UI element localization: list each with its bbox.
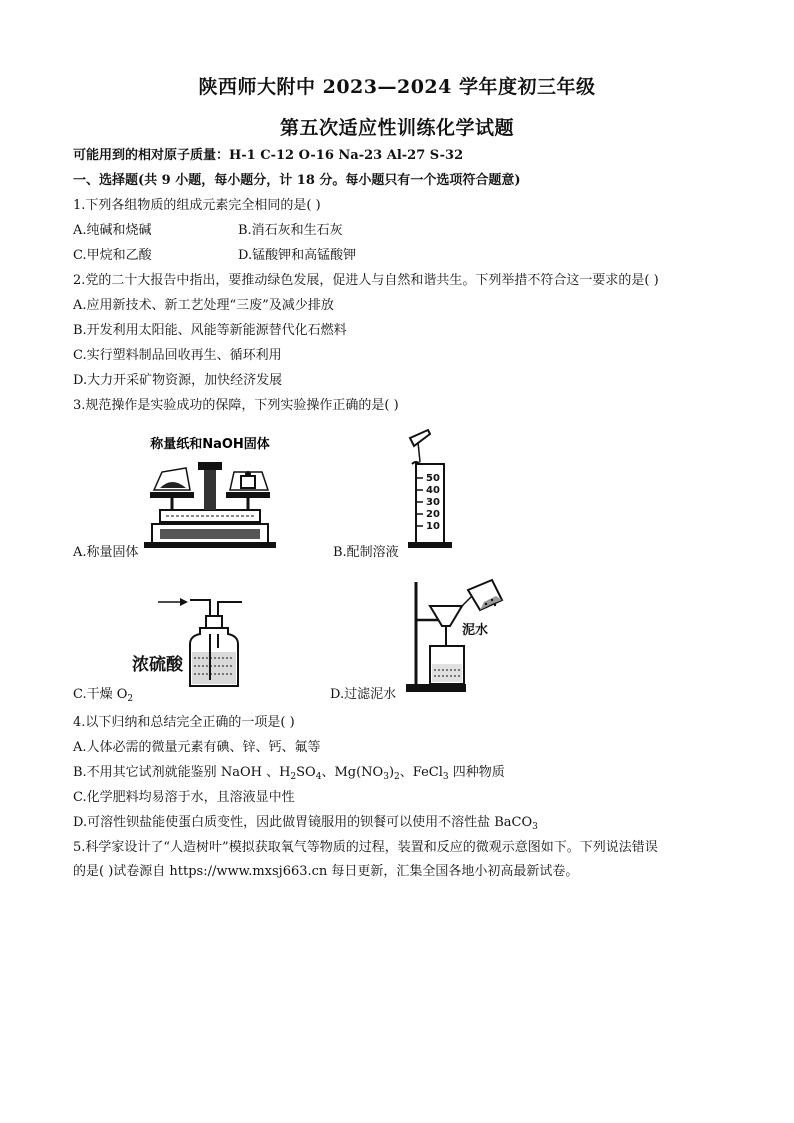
q1-option-c: C.甲烷和乙酸	[73, 248, 152, 263]
q3-option-c	[73, 683, 133, 704]
q1-option-b: B.消石灰和生石灰	[238, 223, 343, 238]
q1-stem: 1.下列各组物质的组成元素完全相同的是( )	[73, 198, 321, 213]
q1-option-d: D.锰酸钾和高锰酸钾	[238, 248, 357, 263]
q4-b-part6: 四种物质	[448, 765, 505, 780]
q3-option-d: D.过滤泥水	[330, 687, 397, 702]
q4-b-sub4: 2	[394, 772, 400, 782]
q2-option-c: C.实行塑料制品回收再生、循环利用	[73, 348, 282, 363]
q4-b-part2: SO	[296, 765, 316, 780]
q4-d-sub: 3	[532, 822, 538, 832]
cylinder-figure	[398, 428, 458, 553]
cylinder-tick-40: 40	[426, 485, 440, 496]
balance-caption: 称量纸和NaOH固体	[150, 437, 270, 452]
q4-b-sub1: 2	[290, 772, 297, 782]
atomic-masses: 可能用到的相对原子质量：H-1 C-12 O-16 Na-23 Al-27 S-32	[73, 148, 464, 163]
q4-b-part3: 、Mg(NO	[321, 765, 384, 780]
q3-stem: 3.规范操作是实验成功的保障，下列实验操作正确的是( )	[73, 398, 399, 413]
q4-stem: 4.以下归纳和总结完全正确的一项是( )	[73, 715, 295, 730]
q4-b-sub5: 3	[442, 772, 449, 782]
exam-title-line2: 第五次适应性训练化学试题	[279, 117, 514, 139]
gas-bottle-figure	[130, 594, 250, 692]
q4-option-c: C.化学肥料均易溶于水，且溶液显中性	[73, 790, 295, 805]
balance-figure	[130, 432, 290, 550]
q4-b-part4: )	[388, 765, 395, 780]
q3-option-b: B.配制溶液	[333, 545, 399, 560]
sulfuric-acid-caption: 浓硫酸	[132, 655, 183, 675]
cylinder-tick-30: 30	[426, 497, 440, 508]
q2-option-d: D.大力开采矿物资源，加快经济发展	[73, 373, 283, 388]
q2-stem: 2.党的二十大报告中指出，要推动绿色发展，促进人与自然和谐共生。下列举措不符合这一要求的是( )	[73, 273, 659, 288]
section-heading: 一、选择题(共 9 小题，每小题分，计 18 分。每小题只有一个选项符合题意)	[73, 173, 521, 188]
q5-stem-line1: 5.科学家设计了“人造树叶”模拟获取氧气等物质的过程，装置和反应的微观示意图如下。下列说法错误	[73, 840, 658, 855]
q4-option-a: A.人体必需的微量元素有碘、锌、钙、氟等	[73, 740, 321, 755]
cylinder-tick-20: 20	[426, 509, 440, 520]
cylinder-tick-50: 50	[426, 473, 440, 484]
q3-option-c-text: C.干燥 O	[73, 687, 128, 702]
q4-d-text: D.可溶性钡盐能使蛋白质变性，因此做胃镜服用的钡餐可以使用不溶性盐 BaCO	[73, 815, 533, 830]
q2-option-a: A.应用新技术、新工艺处理“三废”及减少排放	[73, 298, 334, 313]
exam-title-line1: 陕西师大附中 2023—2024 学年度初三年级	[198, 76, 596, 98]
filtration-figure	[400, 578, 510, 694]
q3-option-c-sub: 2	[127, 694, 134, 704]
q5-stem-line2: 的是( )试卷源自 https://www.mxsj663.cn 每日更新，汇集全国各地小初高最新试卷。	[73, 864, 579, 879]
q1-options-row2	[73, 248, 673, 264]
cylinder-tick-10: 10	[426, 521, 440, 532]
q4-b-part1: B.不用其它试剂就能鉴别 NaOH 、H	[73, 765, 291, 780]
q4-b-sub3: 3	[383, 772, 389, 782]
q4-option-d	[73, 815, 538, 835]
q1-options-row1	[73, 223, 673, 239]
q4-b-sub2: 4	[315, 772, 322, 782]
q3-option-a: A.称量固体	[73, 545, 139, 560]
q4-option-b	[73, 765, 505, 785]
q1-option-a: A.纯碱和烧碱	[73, 223, 152, 238]
muddy-water-caption: 泥水	[462, 623, 489, 638]
q4-b-part5: 、FeCl	[399, 765, 443, 780]
q2-option-b: B.开发利用太阳能、风能等新能源替代化石燃料	[73, 323, 347, 338]
